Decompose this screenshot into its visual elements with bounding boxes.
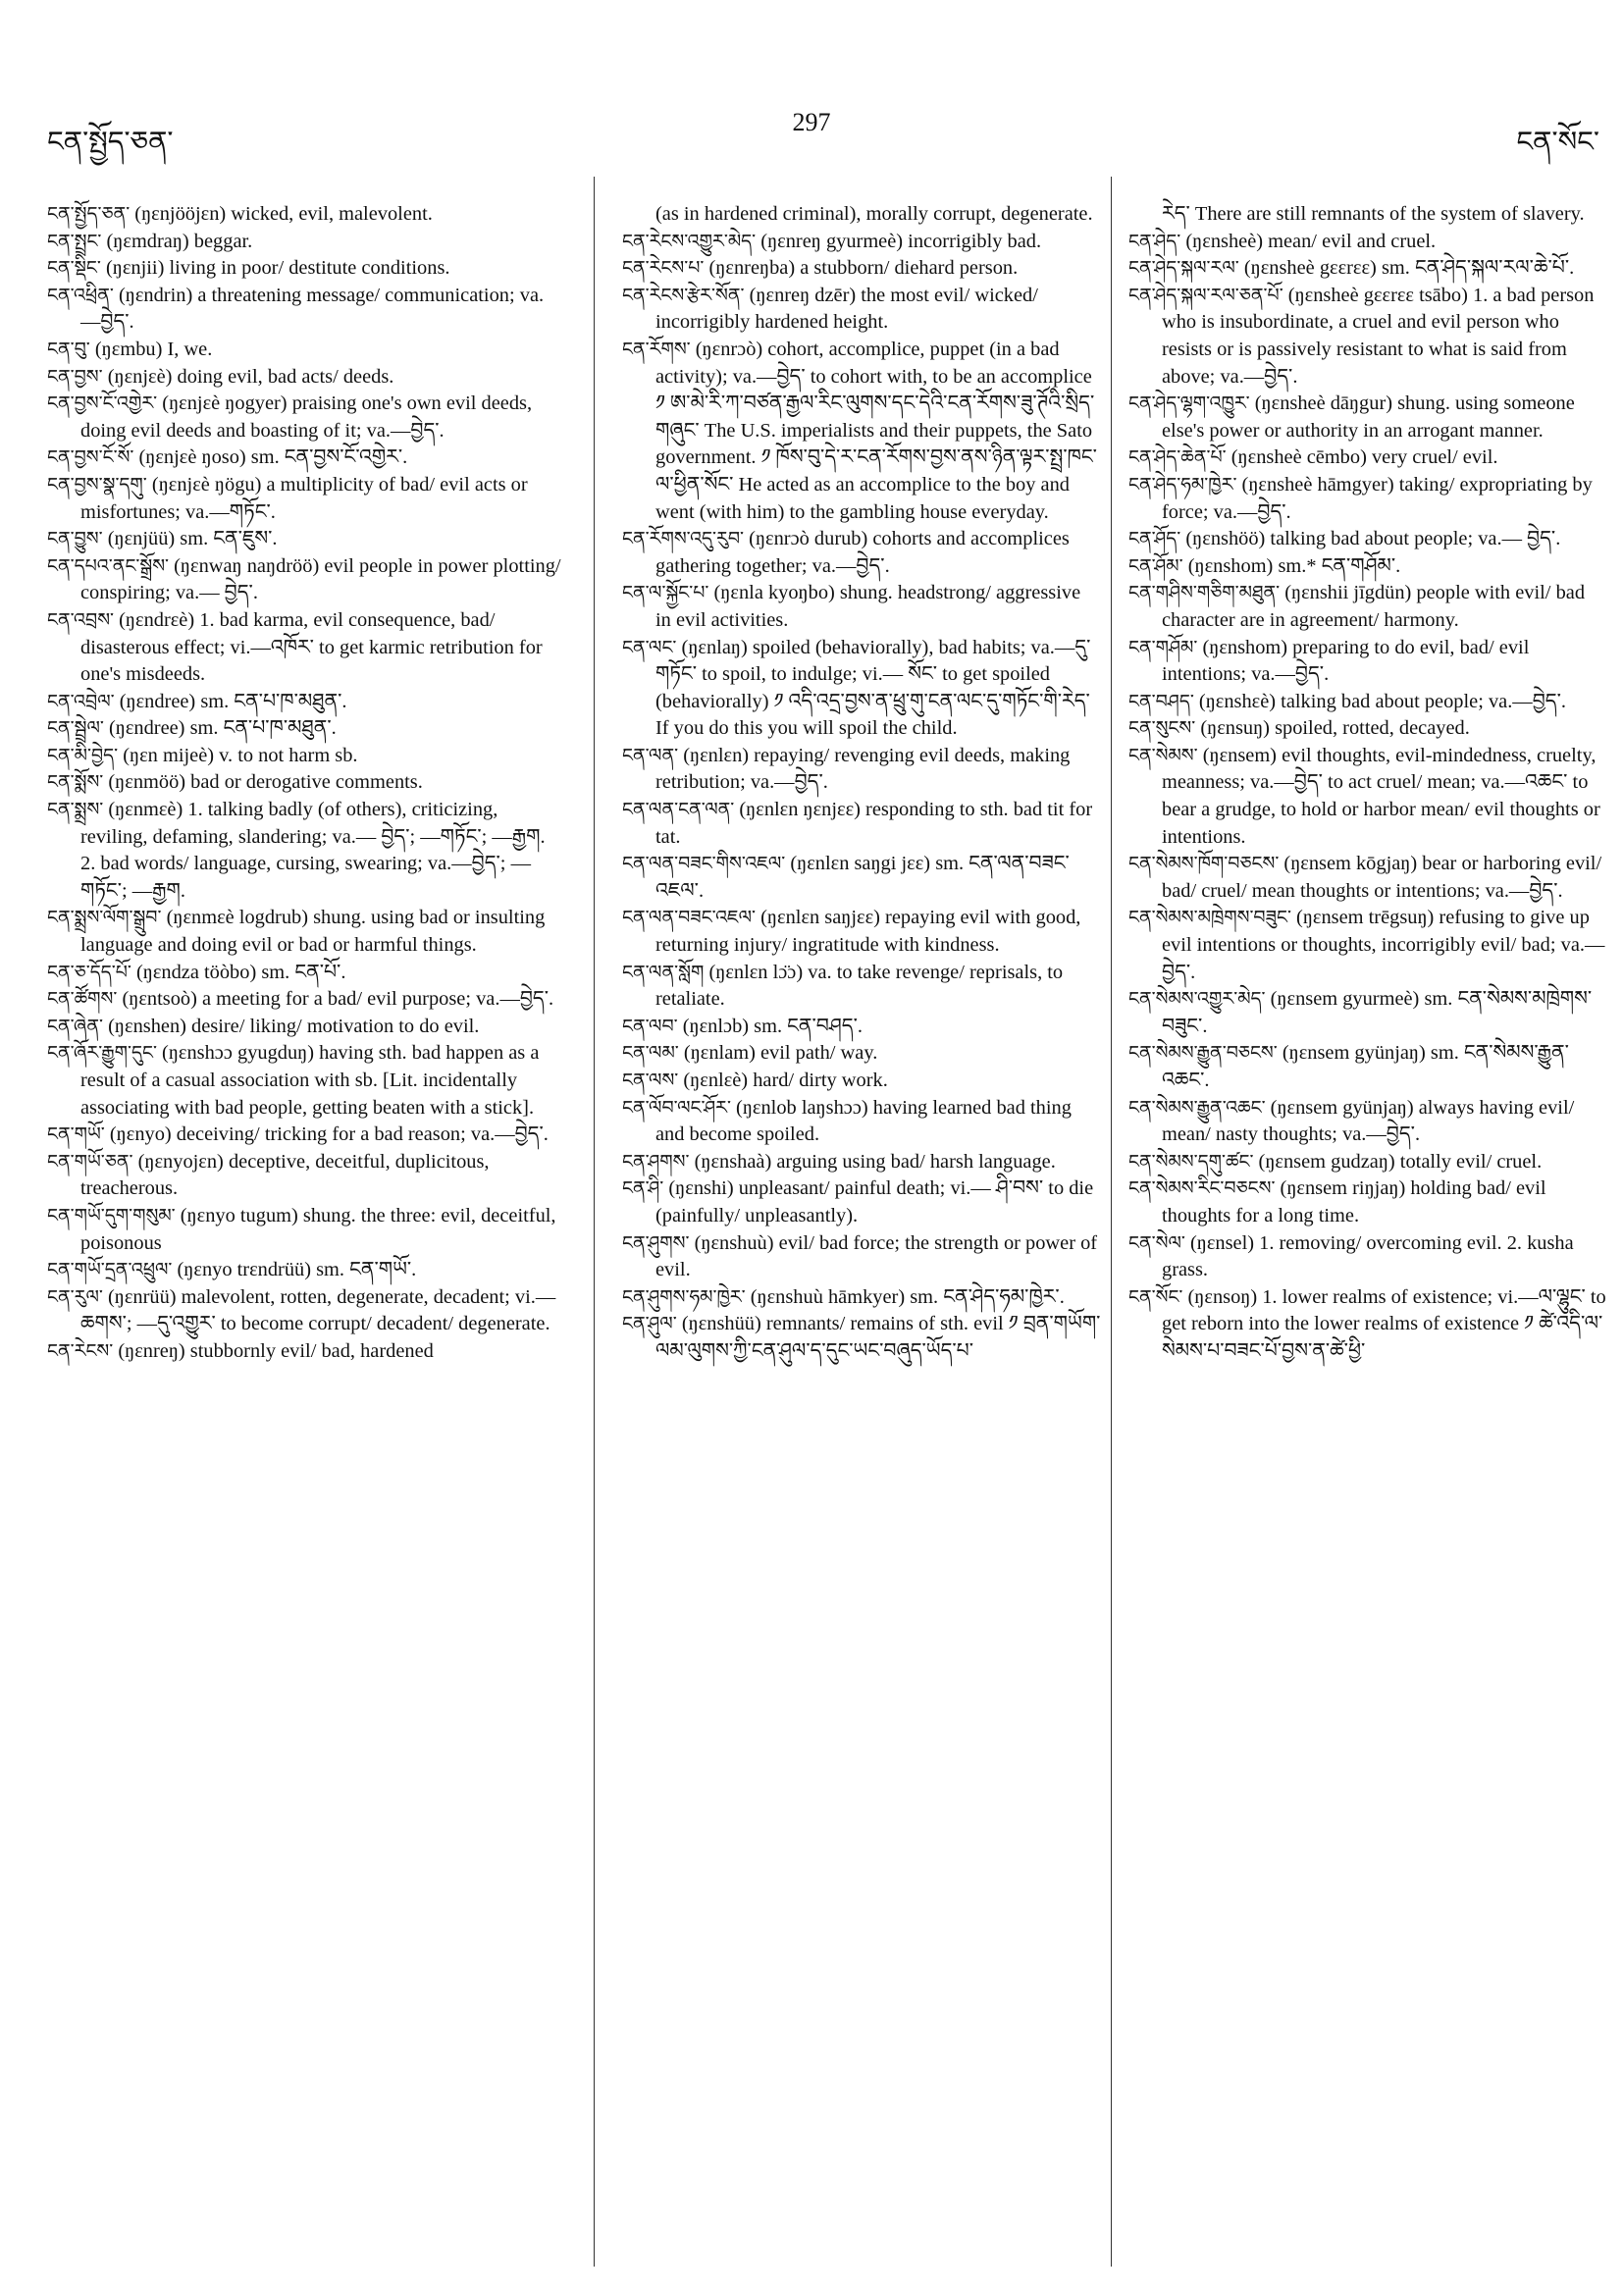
dictionary-entry (1128, 986, 1613, 1040)
entry-headword: ངན་ལ་སྐྱོང་པ་ (622, 582, 709, 604)
entry-definition: (ŋɛnreŋba) a stubborn/ diehard person. (704, 257, 1019, 280)
entry-headword: ངན་ལན་བཟང་འཇལ་ (622, 907, 757, 929)
entry-headword: ངན་ཤགས་ (622, 1150, 690, 1173)
entry-headword: ངན་ལམ་ (622, 1042, 679, 1065)
entry-headword: ངན་རེངས་རྩེར་སོན་ (622, 284, 745, 306)
dictionary-entry (622, 1149, 1101, 1176)
dictionary-entry (47, 1149, 563, 1203)
entry-definition: (ŋɛn mijeè) v. to not harm sb. (118, 744, 358, 766)
entry-headword: ངན་མི་བྱེད་ (47, 744, 119, 766)
entry-headword: ངན་བྱུས་ (47, 528, 103, 550)
dictionary-entry (1128, 255, 1613, 283)
entry-definition: (ŋɛnsheè dāŋgur) shung. using someone else's power or authority in an arrogant manner. (1162, 392, 1575, 442)
entry-headword: ངན་འཕྲིན་ (47, 284, 114, 306)
dictionary-entry (1128, 283, 1613, 391)
entry-definition: (ŋɛnsem) evil thoughts, evil-mindedness, cruelty, meanness; va.—བྱེད་ to act cruel/ mean; va.—འཆང་ to bear a grudge, to hold or harbor mean/ evil thoughts or intentions. (1162, 744, 1600, 848)
dictionary-entry (622, 337, 1101, 526)
entry-headword: ངན་སྤྱོད་ཅན་ (47, 203, 131, 225)
entry-definition: (ŋɛmbu) I, we. (89, 338, 213, 360)
dictionary-entry (1128, 201, 1613, 229)
entry-definition: (ŋɛndree) sm. ངན་པ་ཁ་མཐུན་. (114, 690, 347, 712)
entry-headword: ངན་ལན་ངན་ལན་ (622, 799, 735, 821)
entry-definition: (ŋɛnjüü) sm. ངན་ཇུས་. (102, 528, 278, 550)
dictionary-entry (47, 689, 563, 716)
dictionary-entry (47, 1284, 563, 1338)
dictionary-entry (47, 797, 563, 905)
entry-definition: (ŋɛmdraŋ) beggar. (101, 230, 253, 252)
entry-headword: ངན་སྨྲས་ (47, 799, 104, 821)
entry-definition: (ŋɛnyo tugum) shung. the three: evil, deceitful, poisonous (80, 1204, 556, 1254)
dictionary-entry (1128, 743, 1613, 851)
entry-headword: ངན་ཤུགས་ (622, 1231, 690, 1254)
dictionary-entry (1128, 1040, 1613, 1094)
entry-definition: (ŋɛnshen) desire/ liking/ motivation to do evil. (103, 1015, 480, 1037)
entry-headword: ངན་ཤུགས་ཧམ་ཁྱེར་ (622, 1285, 746, 1308)
entry-definition: (ŋɛnsem riŋjaŋ) holding bad/ evil thoughts for a long time. (1162, 1177, 1546, 1226)
entry-headword: ངན་ལང་ (622, 636, 677, 658)
entry-definition: (ŋɛnreŋ dzēr) the most evil/ wicked/ incorrigibly hardened height. (655, 284, 1038, 334)
entry-headword: ངན་བཤད་ (1128, 690, 1194, 712)
entry-definition: (ŋɛnreŋ) stubbornly evil/ bad, hardened (113, 1339, 434, 1362)
entry-headword: ངན་ཅ་དོད་པོ་ (47, 961, 131, 983)
entry-headword: ངན་ལས་ (622, 1070, 679, 1091)
dictionary-entry (622, 1068, 1101, 1095)
entry-headword: ངན་སེམས་རྒྱུན་འཆང་ (1128, 1096, 1266, 1119)
dictionary-column-2 (622, 201, 1101, 1366)
dictionary-entry (47, 769, 563, 797)
entry-definition: (ŋɛnwaŋ naŋdröö) evil people in power plotting/ conspiring; va.— བྱེད་. (80, 554, 561, 604)
entry-definition: (ŋɛnshöö) talking bad about people; va.— བྱེད་. (1180, 528, 1561, 550)
entry-definition: (ŋɛnsheè gɛɛrɛɛ tsābo) 1. a bad person who is insubordinate, a cruel and evil person who resists or is passively resistant to what is said from above; va.—བྱེད་. (1162, 284, 1595, 388)
entry-definition: (as in hardened criminal), morally corrupt, degenerate. (655, 203, 1093, 225)
entry-headword: ངན་སེམས་མཁྲེགས་བཟུང་ (1128, 907, 1291, 929)
dictionary-entry (622, 229, 1101, 256)
running-head-left: ངན་སྤྱོད་ཅན་ (47, 125, 174, 158)
dictionary-entry (47, 1122, 563, 1149)
entry-definition: (ŋɛnsuŋ) spoiled, rotted, decayed. (1195, 717, 1470, 740)
entry-definition: རེད་ There are still remnants of the system of slavery. (1162, 203, 1585, 225)
entry-definition: (ŋɛnlɛn lɔ̈ɔ) va. to take revenge/ reprisals, to retaliate. (655, 961, 1064, 1011)
page-number: 297 (792, 108, 831, 136)
dictionary-entry (1128, 1095, 1613, 1149)
entry-definition: (ŋɛnmöö) bad or derogative comments. (103, 771, 423, 794)
dictionary-entry (47, 229, 563, 256)
dictionary-entry (622, 1311, 1101, 1365)
entry-headword: ངན་སེམས་ (1128, 744, 1198, 766)
entry-definition: (ŋɛndza töòbo) sm. ངན་པོ་. (131, 961, 346, 983)
entry-definition: (ŋɛnjɛè ŋoso) sm. ངན་བྱས་ངོ་འགྱེར་. (133, 446, 408, 469)
dictionary-entry (622, 960, 1101, 1014)
dictionary-entry (47, 905, 563, 959)
entry-headword: ངན་སེམས་རྒྱུན་བཅངས་ (1128, 1042, 1278, 1065)
entry-headword: ངན་འབྲས་ (47, 608, 115, 631)
dictionary-entry (1128, 905, 1613, 986)
entry-definition: (ŋɛnlɔb) sm. ངན་བཤད་. (677, 1015, 863, 1037)
entry-headword: ངན་གཡོ་ (47, 1123, 105, 1146)
entry-headword: ངན་བྱས་ངོ་འགྱེར་ (47, 392, 158, 415)
entry-headword: ངན་ཤེད་ (1128, 230, 1181, 252)
entry-definition: (ŋɛntsoò) a meeting for a bad/ evil purpose; va.—བྱེད་. (117, 988, 554, 1011)
dictionary-entry (47, 472, 563, 526)
dictionary-entry (1128, 1284, 1613, 1366)
dictionary-entry (622, 851, 1101, 905)
column-divider (1111, 177, 1112, 2267)
dictionary-entry (47, 444, 563, 472)
dictionary-entry (47, 960, 563, 987)
entry-definition: (ŋɛnsel) 1. removing/ overcoming evil. 2. kusha grass. (1162, 1231, 1574, 1281)
entry-headword: ངན་རེངས་འགྱུར་མེད་ (622, 230, 757, 252)
entry-headword: ངན་བྱས་ (47, 365, 103, 388)
entry-definition: (ŋɛnsem kōgjaŋ) bear or harboring evil/ bad/ cruel/ mean thoughts or intentions; va.—བྱེད་. (1162, 853, 1602, 902)
entry-headword: ངན་ལན་བཟང་གིས་འཇལ་ (622, 853, 786, 875)
entry-headword: ངན་སྤྲང་ (47, 230, 102, 252)
entry-definition: (ŋɛnsoŋ) 1. lower realms of existence; vi.—ལ་ལྷུང་ to get reborn into the lower realms of existence ༡ ཚེ་འདི་ལ་སེམས་པ་བཟང་པོ་བྱས་ན་ཚེ་ཕྱི་ (1162, 1285, 1606, 1362)
entry-definition: (ŋɛnsem gyünjaŋ) always having evil/ mean/ nasty thoughts; va.—བྱེད་. (1162, 1096, 1575, 1146)
entry-definition: (ŋɛnjööjɛn) wicked, evil, malevolent. (130, 203, 433, 225)
dictionary-entry (622, 201, 1101, 229)
entry-headword: ངན་སེམས་འགྱུར་མེད་ (1128, 988, 1266, 1011)
entry-definition: (ŋɛndrin) a threatening message/ communication; va.—བྱེད་. (80, 284, 545, 334)
entry-headword: ངན་འབྲེལ་ (47, 690, 115, 712)
entry-headword: ངན་ཤེད་ལྷག་འཁྱུར་ (1128, 392, 1250, 415)
entry-headword: ངན་བྱས་ངོ་སོ་ (47, 446, 134, 469)
dictionary-entry (1128, 580, 1613, 634)
dictionary-entry (47, 986, 563, 1014)
dictionary-entry (47, 1040, 563, 1122)
dictionary-entry (622, 905, 1101, 959)
entry-definition: (ŋɛnlɛn saŋgi jɛɛ) sm. ངན་ལན་བཟང་འཇལ་. (655, 853, 1070, 902)
entry-headword: ངན་ལབ་ (622, 1015, 678, 1037)
entry-definition: (ŋɛnjɛè ŋogyer) praising one's own evil deeds, doing evil deeds and boasting of it; va.—བྱེད་. (80, 392, 533, 442)
entry-definition: (ŋɛnsheè cēmbo) very cruel/ evil. (1226, 446, 1498, 469)
entry-headword: ངན་སྨོས་ (47, 771, 104, 794)
dictionary-entry (1128, 391, 1613, 444)
entry-definition: (ŋɛnlɛn ŋɛnjɛɛ) responding to sth. bad tit for tat. (655, 799, 1093, 848)
entry-definition: (ŋɛnlob laŋshɔɔ) having learned bad thing and become spoiled. (655, 1096, 1072, 1146)
entry-headword: ངན་ཤོད་ (1128, 528, 1181, 550)
entry-headword: ངན་ཤེད་ཆེན་པོ་ (1128, 446, 1227, 469)
entry-headword: ངན་གཡོ་དུག་གསུམ་ (47, 1204, 176, 1226)
entry-definition: (ŋɛnlɛn) repaying/ revenging evil deeds, making retribution; va.—བྱེད་. (655, 744, 1071, 794)
entry-headword: ངན་ལོབ་ལང་ཤོར་ (622, 1096, 731, 1119)
dictionary-entry (47, 607, 563, 689)
entry-headword: ངན་བུ་ (47, 338, 90, 360)
dictionary-entry (47, 391, 563, 444)
dictionary-entry (622, 526, 1101, 580)
column-divider (594, 177, 595, 2267)
entry-headword: ངན་རེངས་ (47, 1339, 114, 1362)
entry-definition: (ŋɛnshi) unpleasant/ painful death; vi.— ཤི་བས་ to die (painfully/ unpleasantly). (655, 1177, 1094, 1226)
entry-headword: ངན་སོང་ (1128, 1285, 1183, 1308)
entry-headword: ངན་རེངས་པ་ (622, 257, 705, 280)
entry-headword: ངན་རོགས་ (622, 338, 691, 360)
entry-definition: (ŋɛnshɔɔ gyugduŋ) having sth. bad happen as a result of a casual association with sb. [Lit. incidentally associating with bad people, getting beaten with a stick]. (80, 1042, 540, 1119)
entry-headword: ངན་ཤུལ་ (622, 1313, 677, 1335)
dictionary-entry (622, 635, 1101, 743)
entry-headword: ངན་སྦྲེལ་ (47, 717, 104, 740)
dictionary-entry (1128, 715, 1613, 743)
entry-definition: (ŋɛnmɛè logdrub) shung. using bad or insulting language and doing evil or bad or harmful things. (80, 907, 546, 957)
entry-definition: (ŋɛnsheè hāmgyer) taking/ expropriating by force; va.—བྱེད་. (1162, 473, 1593, 523)
entry-definition: (ŋɛndree) sm. ངན་པ་ཁ་མཐུན་. (103, 717, 337, 740)
dictionary-entry (47, 526, 563, 553)
dictionary-entry (1128, 1175, 1613, 1229)
entry-definition: (ŋɛnrɔò durub) cohorts and accomplices gathering together; va.—བྱེད་. (655, 528, 1070, 577)
entry-definition: (ŋɛnlaŋ) spoiled (behaviorally), bad habits; va.—དུ་གཏོང་ to spoil, to indulge; vi.— སོང་ to get spoiled (behaviorally) ༡ འདི་འདྲ་བྱས་ན་ཕྲུ་གུ་ངན་ལང་དུ་གཏོང་གི་རེད་ If you do this you will spoil the child. (655, 636, 1091, 740)
dictionary-entry (622, 1230, 1101, 1284)
entry-headword: ངན་སེམས་ཁོག་བཅངས་ (1128, 853, 1280, 875)
entry-definition: (ŋɛnsem gudzaŋ) totally evil/ cruel. (1253, 1150, 1543, 1173)
entry-definition: (ŋɛnrɔò) cohort, accomplice, puppet (in a bad activity); va.—བྱེད་ to cohort with, to be an accomplice ༡ ཨ་མེ་རི་ཀ་བཙན་རྒྱལ་རིང་ལུགས་དང་དེའི་ངན་རོགས་ཟུ་ཊོའི་སྲིད་གཞུང་ The U.S. imperialists and their puppets, the Sato government. ༡ ཁོས་བུ་དེ་ར་ངན་རོགས་བྱས་ནས་ཉིན་ལྟར་སྤྲ་ཁང་ལ་ཕྱིན་སོང་ He acted as an accomplice to the boy and went (with him) to the gambling house everyday. (655, 338, 1097, 523)
dictionary-entry (1128, 1149, 1613, 1176)
entry-definition: (ŋɛnsem gyurmeè) sm. ངན་སེམས་མཁྲེགས་བཟུང་. (1162, 988, 1593, 1037)
entry-headword: ངན་ཤེད་སྐལ་རལ་ (1128, 257, 1239, 280)
entry-headword: ངན་ཤེད་ཧམ་ཁྱེར་ (1128, 473, 1237, 496)
entry-definition: (ŋɛnshaà) arguing using bad/ harsh language. (689, 1150, 1056, 1173)
dictionary-entry (47, 1014, 563, 1041)
dictionary-entry (622, 255, 1101, 283)
entry-definition: (ŋɛnjɛè) doing evil, bad acts/ deeds. (102, 365, 394, 388)
dictionary-entry (47, 715, 563, 743)
entry-definition: (ŋɛnshüü) remnants/ remains of sth. evil ༡ བྲན་གཡོག་ལམ་ལུགས་ཀྱི་ངན་ཤུལ་ད་དུང་ཡང་བཞུད་ཡོད་པ་ (655, 1313, 1101, 1362)
entry-headword: ངན་བྱས་སྣ་དགུ་ (47, 473, 147, 496)
entry-headword: ངན་དཔའ་ནང་སྒྲོས་ (47, 554, 170, 577)
dictionary-entry (622, 1014, 1101, 1041)
entry-definition: (ŋɛnsheè) mean/ evil and cruel. (1180, 230, 1437, 252)
entry-definition: (ŋɛnshii jīgdün) people with evil/ bad character are in agreement/ harmony. (1162, 582, 1586, 631)
entry-headword: ངན་གཡོ་ཅན་ (47, 1150, 133, 1173)
dictionary-entry (1128, 526, 1613, 553)
dictionary-entry (622, 1095, 1101, 1149)
entry-definition: (ŋɛnsem gyünjaŋ) sm. ངན་སེམས་རྒྱུན་འཆང་. (1162, 1042, 1569, 1091)
entry-headword: ངན་ལན་ (622, 744, 679, 766)
entry-definition: (ŋɛnlam) evil path/ way. (678, 1042, 878, 1065)
entry-headword: ངན་ཚོགས་ (47, 988, 118, 1011)
dictionary-entry (47, 1338, 563, 1366)
entry-headword: ངན་སེལ་ (1128, 1231, 1185, 1254)
dictionary-entry (1128, 689, 1613, 716)
entry-definition: (ŋɛnreŋ gyurmeè) incorrigibly bad. (756, 230, 1042, 252)
dictionary-entry (622, 1284, 1101, 1312)
entry-definition: (ŋɛnshɛè) talking bad about people; va.—བྱེད་. (1193, 690, 1566, 712)
entry-headword: ངན་གཤོམ་ (1128, 636, 1198, 658)
dictionary-entry (47, 255, 563, 283)
entry-headword: ངན་རུལ་ (47, 1285, 103, 1308)
dictionary-entry (47, 283, 563, 337)
entry-definition: (ŋɛnlɛn saŋjɛɛ) repaying evil with good, returning injury/ ingratitude with kindness. (655, 907, 1081, 957)
entry-definition: (ŋɛndrɛè) 1. bad karma, evil consequence, bad/ disasterous effect; vi.—འཁོར་ to get karmic retribution for one's misdeeds. (80, 608, 543, 686)
dictionary-entry (622, 580, 1101, 634)
entry-definition: (ŋɛnshuù hāmkyer) sm. ངན་ཤེད་ཧམ་ཁྱེར་. (745, 1285, 1065, 1308)
entry-definition: (ŋɛnshom) preparing to do evil, bad/ evil intentions; va.—བྱེད་. (1162, 636, 1530, 686)
entry-headword: ངན་རོགས་འདུ་རུབ་ (622, 528, 745, 550)
entry-headword: ངན་སྨྲས་ལོག་སྒྲུབ་ (47, 907, 162, 929)
dictionary-entry (47, 1203, 563, 1257)
entry-definition: (ŋɛnyo) deceiving/ tricking for a bad reason; va.—བྱེད་. (104, 1123, 549, 1146)
dictionary-entry (47, 364, 563, 391)
entry-headword: ངན་སུངས་ (1128, 717, 1196, 740)
entry-definition: (ŋɛnrüü) malevolent, rotten, degenerate, decadent; vi.—ཆགས་; —དུ་འགྱུར་ to become corrupt/ decadent/ degenerate. (80, 1285, 556, 1335)
entry-definition: (ŋɛnsem trēgsuŋ) refusing to give up evil intentions or thoughts, incorrigibly evil/ bad; va.—བྱེད་. (1162, 907, 1605, 983)
dictionary-column-1 (47, 201, 563, 1366)
entry-headword: ངན་ཤོམ་ (1128, 554, 1183, 577)
dictionary-entry (622, 1175, 1101, 1229)
dictionary-entry (47, 201, 563, 229)
dictionary-entry (622, 797, 1101, 851)
entry-definition: (ŋɛnla kyoŋbo) shung. headstrong/ aggressive in evil activities. (655, 582, 1081, 631)
entry-headword: ངན་ཤེད་སྐལ་རལ་ཅན་པོ་ (1128, 284, 1283, 306)
entry-definition: (ŋɛnsheè gɛɛrɛɛ) sm. ངན་ཤེད་སྐལ་རལ་ཆེ་པོ་. (1238, 257, 1575, 280)
dictionary-entry (622, 283, 1101, 337)
dictionary-entry (1128, 851, 1613, 905)
dictionary-entry (1128, 1230, 1613, 1284)
dictionary-entry (47, 337, 563, 364)
entry-definition: (ŋɛnlɛè) hard/ dirty work. (678, 1070, 888, 1091)
entry-definition: (ŋɛnmɛè) 1. talking badly (of others), criticizing, reviling, defaming, slandering; va.— བྱེད་; —གཏོང་; —རྒྱག. 2. bad words/ language, cursing, swearing; va.—བྱེད་; —གཏོང་; —རྒྱག. (80, 799, 546, 902)
dictionary-entry (1128, 444, 1613, 472)
entry-headword: ངན་སྡིང་ (47, 257, 101, 280)
entry-definition: (ŋɛnjii) living in poor/ destitute conditions. (100, 257, 450, 280)
dictionary-entry (47, 553, 563, 607)
dictionary-entry (47, 743, 563, 770)
dictionary-entry (1128, 553, 1613, 581)
entry-definition: (ŋɛnjɛè ŋögu) a multiplicity of bad/ evil acts or misfortunes; va.—གཏོང་. (80, 473, 528, 523)
dictionary-entry (1128, 229, 1613, 256)
entry-headword: ངན་གཤིས་གཅིག་མཐུན་ (1128, 582, 1281, 604)
running-head-right: ངན་སོང་ (1516, 125, 1599, 158)
dictionary-column-3 (1128, 201, 1613, 1366)
entry-headword: ངན་ཞེན་ (47, 1015, 104, 1037)
entry-headword: ངན་ཤི་ (622, 1177, 664, 1200)
dictionary-entry (622, 1040, 1101, 1068)
entry-headword: ངན་ཞོར་རྒྱུག་དུང་ (47, 1042, 157, 1065)
entry-headword: ངན་སེམས་རིང་བཅངས་ (1128, 1177, 1276, 1200)
entry-definition: (ŋɛnyo trɛndrüü) sm. ངན་གཡོ་. (172, 1259, 417, 1281)
dictionary-entry (1128, 472, 1613, 526)
entry-definition: (ŋɛnyojɛn) deceptive, deceitful, duplicitous, treacherous. (80, 1150, 490, 1200)
dictionary-entry (47, 1257, 563, 1284)
entry-headword: ངན་སེམས་དགུ་ཚང་ (1128, 1150, 1254, 1173)
dictionary-entry (622, 743, 1101, 797)
entry-definition: (ŋɛnshom) sm.* ངན་གཤོམ་. (1182, 554, 1401, 577)
entry-definition: (ŋɛnshuù) evil/ bad force; the strength or power of evil. (655, 1231, 1098, 1281)
entry-headword: ངན་ལན་སློག (622, 961, 705, 983)
entry-headword: ངན་གཡོ་དྲན་འཕྲུལ་ (47, 1259, 173, 1281)
dictionary-entry (1128, 635, 1613, 689)
